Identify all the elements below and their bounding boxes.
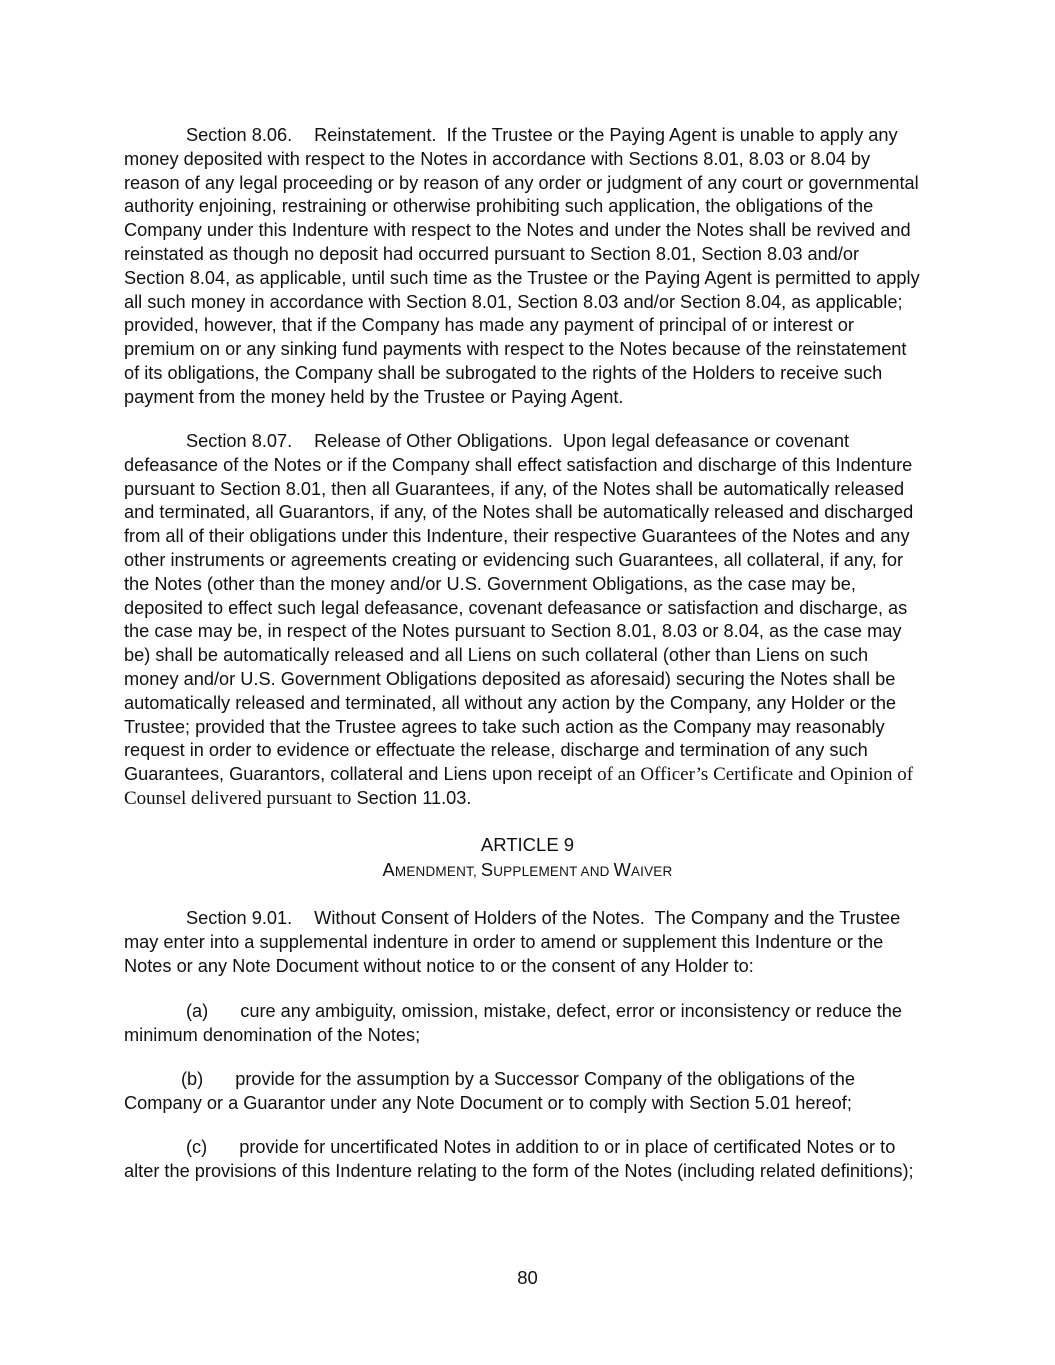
clause-c-label: (c) [186, 1137, 208, 1157]
section-9-01-heading: Without Consent of Holders of the Notes. [314, 908, 645, 928]
section-9-01-text: The Company and the Trustee may enter into a supplemental indenture in order to amend or supplement this Indenture or the Notes or any Note Document without notice to or the consent of any Holder to: [124, 908, 901, 976]
clause-a-label: (a) [186, 1001, 209, 1021]
section-8-07-heading: Release of Other Obligations. [314, 431, 553, 451]
section-8-07-number: Section 8.07. [186, 431, 293, 451]
page-number: 80 [517, 1267, 538, 1288]
clause-b-text: provide for the assumption by a Successor Company of the obligations of the Company or a Guarantor under any Note Document or to comply with Section 5.01 hereof; [124, 1069, 855, 1113]
article-title: ARTICLE 9 [480, 834, 575, 855]
section-8-06-heading: Reinstatement. [314, 125, 437, 145]
section-9-01-number: Section 9.01. [186, 908, 293, 928]
clause-c-text: provide for uncertificated Notes in addition to or in place of certificated Notes or to alter the provisions of this Indenture relating to the form of the Notes (including related definitions); [124, 1137, 914, 1181]
section-8-07-serif-text: of an Officer’s Certificate and Opinion of Counsel delivered pursuant to [124, 764, 914, 809]
section-8-07-text-end: Section 11.03. [356, 787, 472, 808]
section-8-06-text: If the Trustee or the Paying Agent is unable to apply any money deposited with respect to the Notes in accordance with Sections 8.01, 8.03 or 8.04 by reason of any legal proceeding or by reason of any order or judgment of any court or governmental authority enjoining, restraining or otherwise prohibiting such application, the obligations of the Company under this Indenture with respect to the Notes and under the Notes shall be revived and reinstated as though no deposit had occurred pursuant to Section 8.01, Section 8.03 and/or Section 8.04, as applicable, until such time as the Trustee or the Paying Agent is permitted to apply all such money in accordance with Section 8.01, Section 8.03 and/or Section 8.04, as applicable; provided, however, that if the Company has made any payment of principal of or interest or premium on or any sinking fund payments with respect to the Notes because of the reinstatement of its obligations, the Company shall be subrogated to the rights of the Holders to receive such payment from the money held by the Trustee or Paying Agent. [124, 125, 920, 407]
clause-a-text: cure any ambiguity, omission, mistake, defect, error or inconsistency or reduce the minimum denomination of the Notes; [124, 1001, 903, 1045]
section-8-07-text: Upon legal defeasance or covenant defeasance of the Notes or if the Company shall effect satisfaction and discharge of this Indenture pursuant to Section 8.01, then all Guarantees, if any, of the Notes shall be automatically released and terminated, all Guarantors, if any, of the Notes shall be automatically released and discharged from all of their obligations under this Indenture, their respective Guarantees of the Notes and any other instruments or agreements creating or evidencing such Guarantees, all collateral, if any, for the Notes (other than the money and/or U.S. Government Obligations, as the case may be, deposited to effect such legal defeasance, covenant defeasance or satisfaction and discharge, as the case may be, in respect of the Notes pursuant to Section 8.01, 8.03 or 8.04, as the case may be) shall be automatically released and all Liens on such collateral (other than Liens on such money and/or U.S. Government Obligations deposited as aforesaid) securing the Notes shall be automatically released and terminated, all without any action by the Company, any Holder or the Trustee; provided that the Trustee agrees to take such action as the Company may reasonably request in order to evidence or effectuate the release, discharge and termination of any such Guarantees, Guarantors, collateral and Liens upon receipt [124, 431, 914, 785]
section-8-06-number: Section 8.06. [186, 125, 293, 145]
article-subtitle: AMENDMENT, SUPPLEMENT AND WAIVER [382, 860, 673, 880]
clause-c [124, 1136, 924, 1184]
section-8-07-paragraph [124, 430, 924, 811]
clause-b [124, 1068, 924, 1116]
section-8-06-paragraph [124, 124, 924, 410]
clause-b-label: (b) [181, 1069, 204, 1089]
clause-a [124, 1000, 924, 1048]
section-9-01-paragraph [124, 907, 924, 978]
